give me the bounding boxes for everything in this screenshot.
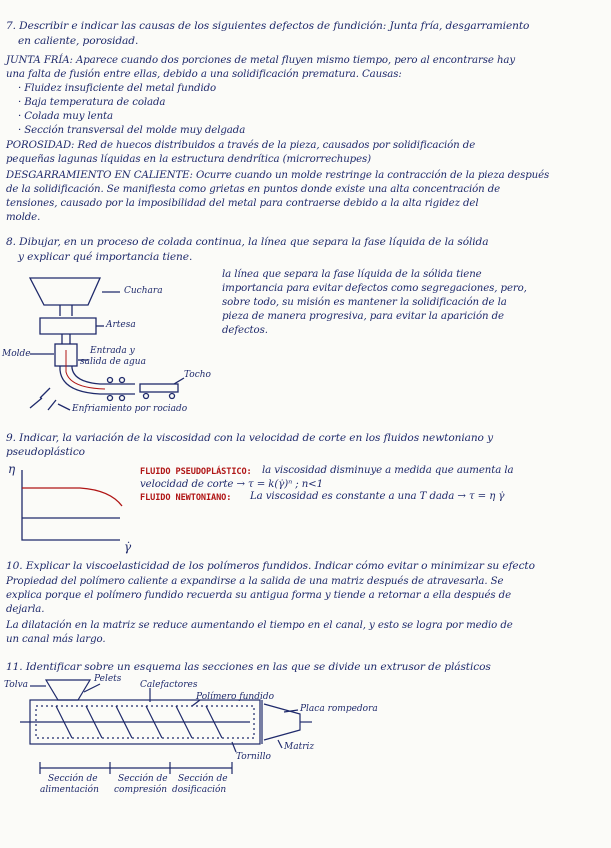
- label-pelets: Pelets: [94, 674, 122, 684]
- q7-desgarramiento-2: de la solidificación. Se manifiesta como grietas en puntos donde existe una alta concentración de: [6, 184, 501, 195]
- q10-text-5: un canal más largo.: [6, 634, 106, 645]
- label-section-2b: compresión: [114, 785, 168, 795]
- label-tolva: Tolva: [4, 680, 29, 690]
- q7-title-line2: en caliente, porosidad.: [18, 35, 139, 47]
- q8-title-line1: 8. Dibujar, en un proceso de colada continua, la línea que separa la fase líquida de la sólida: [6, 236, 489, 248]
- label-cuchara: Cuchara: [124, 286, 163, 296]
- billet-shape: [140, 384, 178, 392]
- label-section-1a: Sección de: [48, 774, 98, 784]
- label-tornillo: Tornillo: [236, 752, 271, 762]
- eta-symbol: η: [8, 462, 16, 476]
- label-section-2a: Sección de: [118, 774, 168, 784]
- pseudoplastic-text-1: la viscosidad disminuye a medida que aumenta la: [262, 465, 514, 476]
- q7-desgarramiento-1: DESGARRAMIENTO EN CALIENTE: Ocurre cuando un molde restringe la contracción de la pieza después: [6, 170, 550, 181]
- viscosity-graph: [22, 470, 122, 540]
- label-placa-rompedora: Placa rompedora: [300, 704, 378, 714]
- section-dimension: [40, 762, 232, 774]
- pseudoplastic-text-2: velocidad de corte → τ = k(γ̇)ⁿ ; n<1: [140, 479, 324, 490]
- q7-desgarramiento-3: tensiones, causado por la imposibilidad del metal para contraerse debido a la alta rigidez del: [6, 198, 479, 209]
- q8-title-line2: y explicar qué importancia tiene.: [18, 251, 193, 263]
- label-tocho: Tocho: [184, 370, 211, 380]
- label-entrada-2: salida de agua: [80, 357, 146, 367]
- q7-cause-4: · Sección transversal del molde muy delgada: [18, 125, 246, 136]
- q10-text-4: La dilatación en la matriz se reduce aumentando el tiempo en el canal, y esto se logra por medio de: [6, 620, 513, 631]
- q10-text-3: dejarla.: [6, 604, 45, 615]
- q8-answer-3: sobre todo, su misión es mantener la solidificación de la: [222, 297, 507, 308]
- q7-cause-1: · Fluidez insuficiente del metal fundido: [18, 83, 217, 94]
- label-section-3b: dosificación: [172, 785, 227, 795]
- tundish-shape: [40, 318, 96, 334]
- q7-porosidad-1: POROSIDAD: Red de huecos distribuidos a través de la pieza, causados por solidificación de: [6, 140, 476, 151]
- pseudoplastic-curve: [22, 488, 122, 506]
- q7-desgarramiento-4: molde.: [6, 212, 41, 223]
- q8-answer-1: la línea que separa la fase líquida de la sólida tiene: [222, 269, 482, 280]
- q11-title: 11. Identificar sobre un esquema las secciones en las que se divide un extrusor de plásticos: [6, 661, 491, 673]
- gamma-symbol: γ̇: [124, 540, 132, 554]
- label-section-3a: Sección de: [178, 774, 228, 784]
- continuous-casting-diagram: [30, 278, 184, 410]
- q9-title-line2: pseudoplástico: [6, 446, 85, 458]
- label-artesa: Artesa: [106, 320, 136, 330]
- q10-text-2: explica porque el polímero fundido recuerda su antigua forma y tiende a retornar a ella después de: [6, 590, 512, 601]
- q9-title-line1: 9. Indicar, la variación de la viscosidad con la velocidad de corte en los fluidos newtoniano y: [6, 432, 493, 444]
- label-entrada-1: Entrada y: [90, 346, 135, 356]
- label-matriz: Matriz: [284, 742, 315, 752]
- q10-text-1: Propiedad del polímero caliente a expandirse a la salida de una matriz después de atravesarla. Se: [6, 576, 504, 587]
- label-calefactores: Calefactores: [140, 680, 198, 690]
- hopper-shape: [46, 680, 90, 700]
- graph-axes: [22, 470, 120, 540]
- q8-answer-2: importancia para evitar defectos como segregaciones, pero,: [222, 283, 527, 294]
- q7-junta-fria-2: una falta de fusión entre ellas, debido a una solidificación prematura. Causas:: [6, 69, 402, 80]
- pseudoplastic-label: FLUIDO PSEUDOPLÁSTICO:: [140, 467, 252, 477]
- q7-cause-2: · Baja temperatura de colada: [18, 97, 166, 108]
- q7-porosidad-2: pequeñas lagunas líquidas en la estructura dendrítica (microrrechupes): [6, 154, 372, 165]
- die-shape: [264, 704, 300, 740]
- q7-title-line1: 7. Describir e indicar las causas de los siguientes defectos de fundición: Junta fría, desgarramiento: [6, 20, 530, 32]
- q8-answer-5: defectos.: [222, 325, 268, 336]
- q10-title: 10. Explicar la viscoelasticidad de los polímeros fundidos. Indicar cómo evitar o minimizar su efecto: [6, 560, 535, 572]
- q7-junta-fria-1: JUNTA FRÍA: Aparece cuando dos porciones de metal fluyen mismo tiempo, pero al encontrarse hay: [6, 55, 516, 66]
- label-section-1b: alimentación: [40, 785, 99, 795]
- q7-cause-3: · Colada muy lenta: [18, 111, 114, 122]
- newtonian-label: FLUIDO NEWTONIANO:: [140, 493, 232, 503]
- label-molde: Molde: [2, 349, 31, 359]
- q8-answer-4: pieza de manera progresiva, para evitar la aparición de: [222, 311, 504, 322]
- newtonian-text: La viscosidad es constante a una T dada → τ = η γ̇: [250, 491, 505, 502]
- label-enfriamiento: Enfriamiento por rociado: [72, 404, 188, 414]
- ladle-shape: [30, 278, 100, 305]
- label-polimero-fundido: Polímero fundido: [196, 692, 275, 702]
